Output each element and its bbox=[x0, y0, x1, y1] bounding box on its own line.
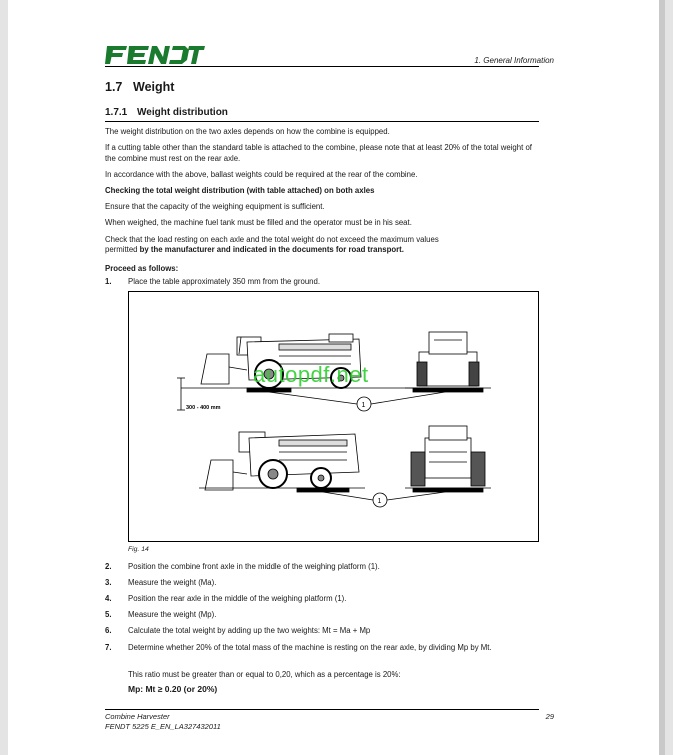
step-text: Position the combine front axle in the middle of the weighing platform (1). bbox=[128, 562, 380, 571]
section-number: 1.7 bbox=[105, 80, 123, 94]
step-text: Place the table approximately 350 mm from the ground. bbox=[128, 277, 320, 286]
procedure-heading: Proceed as follows: bbox=[105, 264, 179, 273]
subsection-number: 1.7.1 bbox=[105, 107, 128, 118]
step-text: Determine whether 20% of the total mass of the machine is resting on the rear axle, by dividing Mp by Mt. bbox=[128, 643, 492, 652]
step-number: 6. bbox=[105, 626, 112, 635]
paragraph-text: permitted bbox=[105, 245, 140, 254]
weighing-figure bbox=[128, 291, 539, 542]
section-title: Weight bbox=[133, 80, 175, 94]
callout-number: 1 bbox=[377, 498, 382, 505]
dimension-label: 300 - 400 mm bbox=[186, 405, 221, 411]
paragraph: In accordance with the above, ballast weights could be required at the rear of the combine. bbox=[105, 170, 418, 179]
step-text: Position the rear axle in the middle of the weighing platform (1). bbox=[128, 594, 347, 603]
paragraph bbox=[105, 245, 539, 256]
step-text: Calculate the total weight by adding up the two weights: Mt = Ma + Mp bbox=[128, 626, 371, 635]
paragraph: If a cutting table other than the standard table is attached to the combine, please note that at least 20% of the total weight of the combine must rest on the rear axle. bbox=[105, 143, 532, 163]
step-number: 3. bbox=[105, 578, 112, 587]
formula: Mp: Mt ≥ 0.20 (or 20%) bbox=[128, 684, 218, 694]
paragraph: Check that the load resting on each axle and the total weight do not exceed the maximum values bbox=[105, 235, 439, 244]
step-number: 2. bbox=[105, 562, 112, 571]
paragraph-heading: Checking the total weight distribution (with table attached) on both axles bbox=[105, 186, 375, 195]
chapter-title: 1. General Information bbox=[474, 56, 554, 65]
step-text: Measure the weight (Ma). bbox=[128, 578, 217, 587]
combine-diagram bbox=[129, 292, 538, 541]
footer-doc-code: FENDT 5225 E_EN_LA327432011 bbox=[105, 722, 221, 731]
page-number: 29 bbox=[545, 712, 554, 721]
step-text: Measure the weight (Mp). bbox=[128, 610, 217, 619]
ratio-note: This ratio must be greater than or equal to 0,20, which as a percentage is 20%: bbox=[128, 670, 401, 679]
step-number: 4. bbox=[105, 594, 112, 603]
footer-info bbox=[105, 712, 221, 732]
footer-rule bbox=[105, 709, 539, 710]
subsection-heading bbox=[105, 107, 228, 118]
footer-product: Combine Harvester bbox=[105, 712, 170, 721]
paragraph-bold: by the manufacturer and indicated in the documents for road transport. bbox=[139, 245, 404, 254]
paragraph: When weighed, the machine fuel tank must be filled and the operator must be in his seat. bbox=[105, 218, 412, 227]
fendt-logo bbox=[105, 44, 205, 66]
step-number: 5. bbox=[105, 610, 112, 619]
step-number: 7. bbox=[105, 643, 112, 652]
step-number: 1. bbox=[105, 277, 112, 286]
paragraph: The weight distribution on the two axles depends on how the combine is equipped. bbox=[105, 127, 390, 136]
header-rule bbox=[105, 66, 539, 67]
watermark-text: autopdf.net bbox=[253, 362, 369, 387]
page-shadow bbox=[659, 0, 665, 755]
subsection-title: Weight distribution bbox=[137, 107, 228, 118]
section-heading bbox=[105, 80, 174, 94]
callout-number: 1 bbox=[361, 402, 366, 409]
subsection-rule bbox=[105, 121, 539, 122]
figure-caption: Fig. 14 bbox=[128, 546, 149, 553]
paragraph: Ensure that the capacity of the weighing equipment is sufficient. bbox=[105, 202, 325, 211]
